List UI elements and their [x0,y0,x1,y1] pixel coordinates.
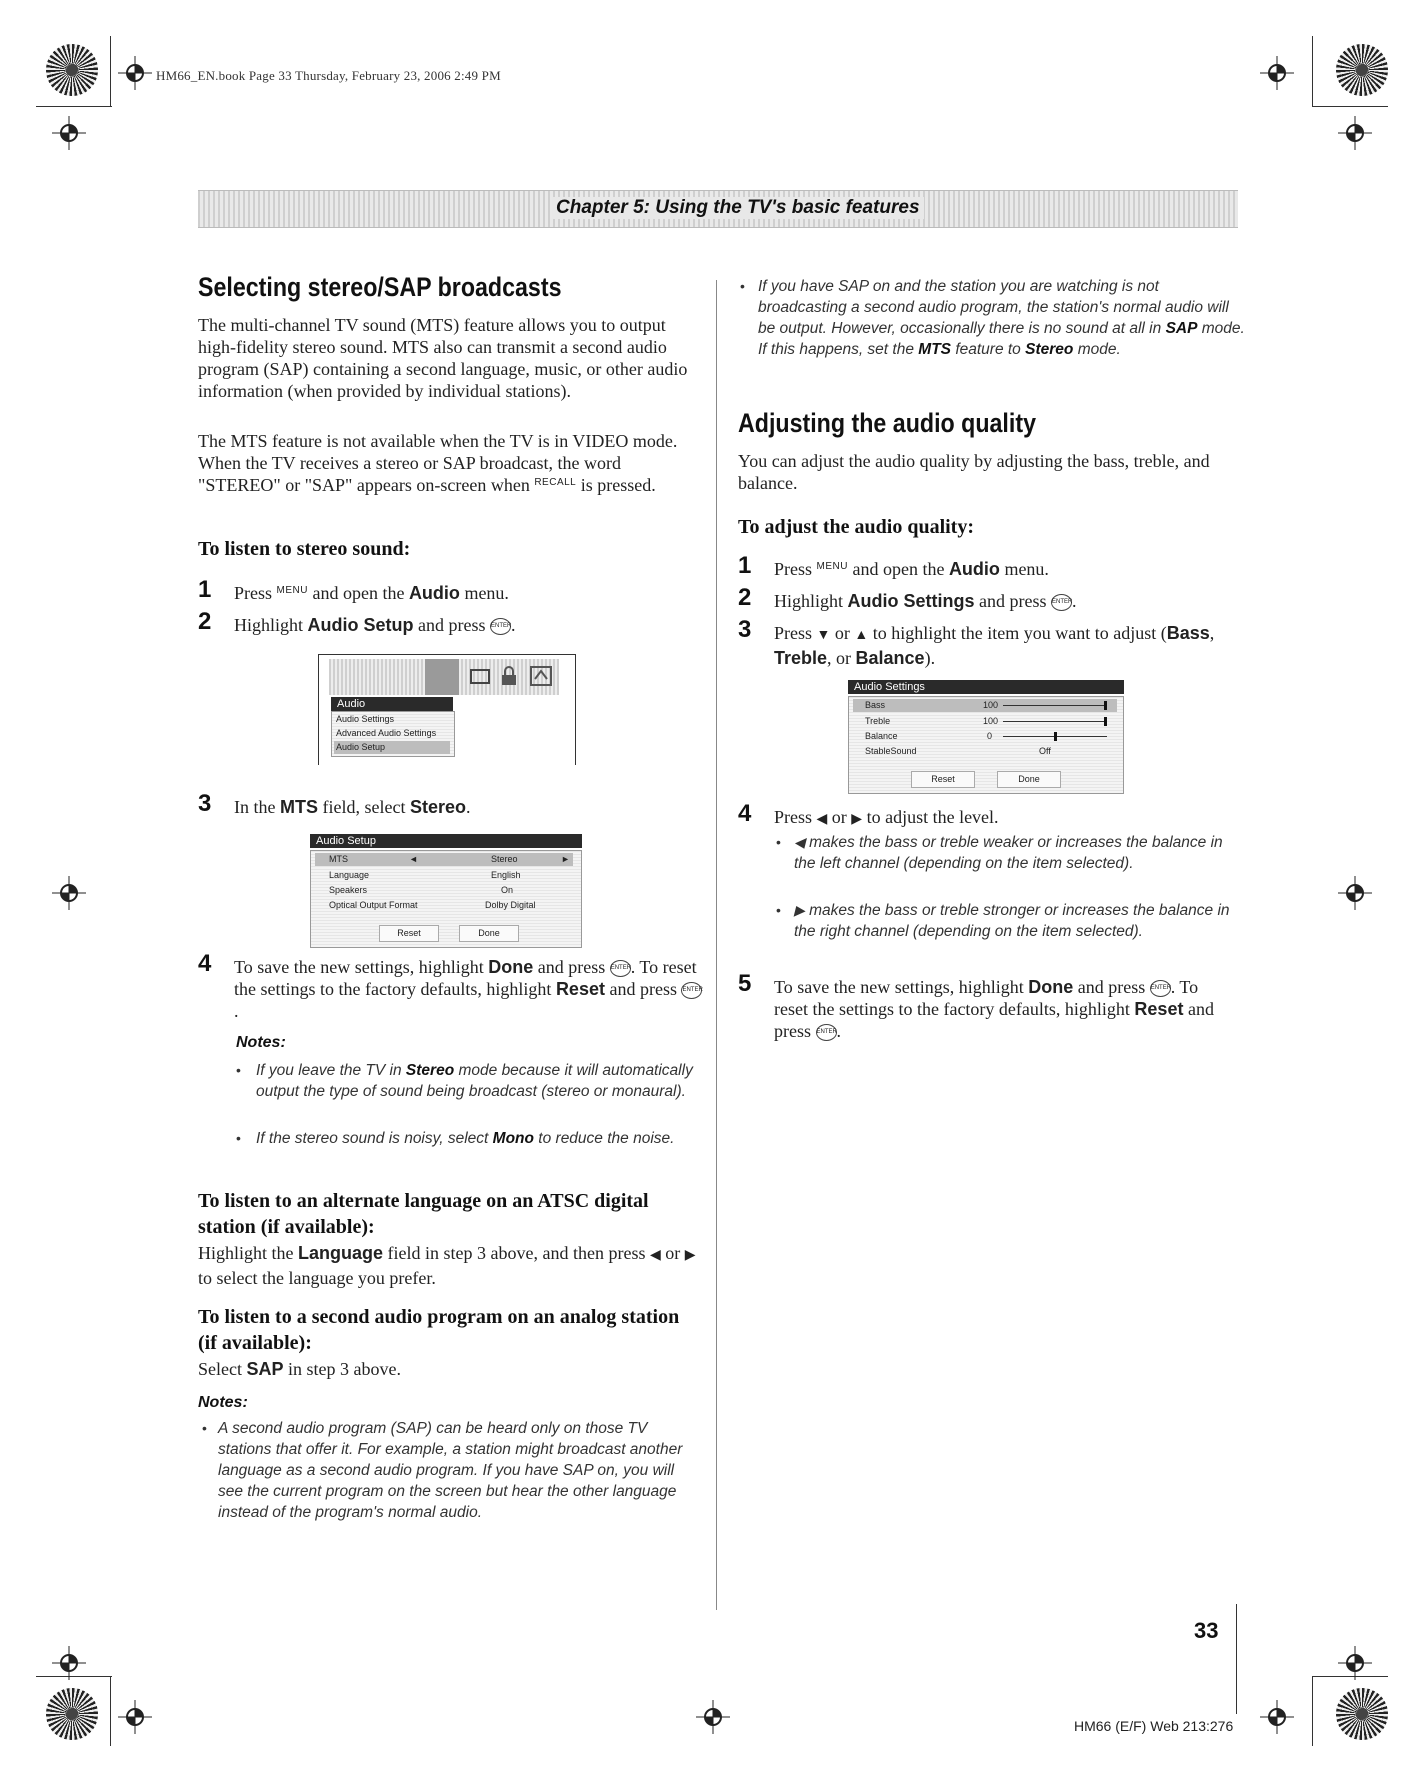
registration-mark [696,1700,730,1734]
note-text: mode. If this happens, set the [758,320,1245,358]
level-slider[interactable] [1003,736,1107,737]
stablesound-row[interactable] [853,745,1117,758]
slider-thumb[interactable] [1054,732,1057,741]
note-text: If the stereo sound is noisy, select [256,1130,489,1147]
crop-line [36,106,112,107]
osd-audio-settings [848,680,1124,794]
menu-item[interactable]: Advanced Audio Settings [336,728,437,738]
crop-line [1312,106,1388,107]
note-2 [256,1128,696,1149]
row-value: English [491,870,521,880]
up-arrow-icon: ▲ [854,628,869,643]
left-arrow-icon: ◀ [649,1248,661,1263]
step-1 [774,558,1244,584]
para-text: or [665,1243,681,1263]
step-text: and open the [312,583,405,603]
level-slider[interactable] [1003,705,1107,706]
ui-term: Stereo [405,1062,455,1079]
note-text: feature to [955,341,1021,358]
ui-term: Bass [1166,623,1210,643]
left-arrow-icon: ◀ [794,834,805,850]
menu-item[interactable]: Audio Settings [336,714,395,724]
step-number: 3 [198,790,212,817]
done-button[interactable]: Done [997,771,1061,788]
chapter-title: Chapter 5: Using the TV's basic features [552,197,924,219]
balance-row[interactable] [853,730,1117,743]
audio-quality-paragraph: You can adjust the audio quality by adjusting the bass, treble, and balance. [738,451,1210,493]
ui-term: Balance [855,648,925,668]
lock-icon [499,665,519,687]
step-number: 2 [198,608,212,635]
step-text: and press [774,999,1214,1041]
subheading-adjust: To adjust the audio quality: [738,516,974,538]
note-text: If you leave the TV in [256,1062,402,1079]
bullet-left-arrow [794,832,1234,874]
setup-icon [529,665,553,687]
step-text: To save the new settings, highlight [774,977,1024,997]
step-text: or [831,807,847,827]
right-arrow-icon: ▶ [851,812,863,827]
menu-item-selected[interactable]: Audio Setup [334,741,450,754]
note-text: makes the bass or treble stronger or increases the balance in the right channel (depending on the item selected). [794,902,1230,940]
ui-term: Done [488,957,534,977]
row-label: Balance [865,731,898,741]
step-number: 1 [738,552,752,579]
treble-row[interactable] [853,715,1117,728]
ui-term: Audio [948,559,1000,579]
step-text: To save the new settings, highlight [234,957,484,977]
row-label: Treble [865,716,891,726]
step-text: or [834,623,850,643]
subheading-sap: To listen to a second audio program on an analog station (if available): [198,1306,680,1354]
enter-button-icon: ENTER [681,982,702,999]
step-text: Highlight [774,591,844,611]
step-text: and press [609,979,677,999]
bass-row[interactable] [853,699,1117,712]
audio-menu-icon [425,659,459,695]
note-3: A second audio program (SAP) can be heard only on those TV stations that offer it. For example, a station might broadcast another language as a second audio program. If you have SAP on, you will see the current program on the screen but hear the other language instead of the program's normal audio. [218,1420,683,1521]
registration-mark [52,116,86,150]
para-text: to select the language you prefer. [198,1268,436,1288]
osd-panel [848,696,1124,794]
registration-mark [1260,1700,1294,1734]
row-label: Optical Output Format [329,900,418,910]
registration-mark [118,56,152,90]
para-text: Select [198,1359,242,1379]
color-rosette-mark [46,1688,98,1740]
reset-button[interactable]: Reset [379,925,439,942]
notes-heading: Notes: [236,1034,286,1051]
osd-title: Audio Settings [848,680,1124,694]
bullet-dot: • [740,278,745,294]
ui-term: Reset [1134,999,1184,1019]
menu-title: Audio [331,697,453,711]
print-header: HM66_EN.book Page 33 Thursday, February 23, 2006 2:49 PM [156,68,501,83]
ui-term: SAP [246,1359,284,1379]
note-4 [758,276,1248,360]
enter-button-icon: ENTER [1150,980,1171,997]
registration-mark [1338,1646,1372,1680]
crop-line [1312,36,1313,106]
step-text: and press [1077,977,1146,997]
step-3 [234,796,694,818]
ui-term: MTS [279,797,318,817]
footer-code: HM66 (E/F) Web 213:276 [1074,1718,1234,1734]
para-text: in step 3 above. [288,1359,401,1379]
para-text: Highlight the [198,1243,294,1263]
row-value: 0 [987,731,993,741]
para-text: field in step 3 above, and then press [387,1243,646,1263]
crop-line [110,1676,111,1746]
left-arrow-icon: ◄ [409,854,418,864]
ui-term: Audio Setup [307,615,414,635]
right-arrow-icon: ▶ [794,902,805,918]
row-label: Language [329,870,370,880]
color-rosette-mark [1336,1688,1388,1740]
row-value: 100 [983,716,999,726]
ui-term: Language [298,1243,384,1263]
color-rosette-mark [1336,44,1388,96]
menu-button-icon: MENU [276,585,308,596]
step-1 [234,582,694,608]
ui-term: Treble [774,648,828,668]
ui-term: Stereo [409,797,466,817]
page-number: 33 [1194,1618,1219,1643]
step-text: field, select [322,797,406,817]
registration-mark [52,876,86,910]
step-number: 5 [738,970,752,997]
enter-button-icon: ENTER [610,960,631,977]
row-label: Bass [865,700,886,710]
mts-paragraph-end: is pressed. [580,475,656,495]
note-text: mode because it will automatically output the type of sound being broadcast (stereo or monaural). [256,1062,693,1100]
crop-line [1236,1604,1237,1714]
section-title-audio-quality: Adjusting the audio quality [738,408,1036,438]
note-text: mode. [1077,341,1121,358]
row-value: Stereo [491,854,518,864]
step-2: Highlight Audio Setup and press ENTER. [234,615,516,635]
menu-button-icon: MENU [816,561,848,572]
optical-output-row[interactable] [315,899,573,912]
ui-term: Stereo [1025,341,1074,358]
step-text: Press [774,623,813,643]
step-text: Press [234,583,273,603]
tv-settings-icon [469,667,491,687]
step-text: and press [537,957,606,977]
step-3: Press ▼ or ▲ to highlight the item you want to adjust (Bass, Treble, or Balance). [774,623,1215,668]
right-arrow-icon: ▶ [684,1248,696,1263]
bullet-right-arrow [794,900,1234,942]
osd-audio-setup [310,834,582,948]
note-text: to reduce the noise. [538,1130,675,1147]
osd-panel [310,850,582,948]
ui-term: Done [1028,977,1074,997]
recall-button-icon: RECALL [534,477,577,488]
enter-button-icon: ENTER [816,1024,837,1041]
subheading-atsc: To listen to an alternate language on an ATSC digital station (if available): [198,1190,649,1238]
step-text: to adjust the level. [866,807,999,827]
atsc-paragraph [198,1242,698,1289]
note-1 [256,1060,696,1102]
level-slider[interactable] [1003,721,1107,722]
ui-term: Audio [408,583,460,603]
bullet-dot: • [236,1062,241,1078]
bullet-dot: • [776,834,781,850]
mts-row[interactable] [315,853,573,866]
step-text: . [465,797,471,817]
step-2: Highlight Audio Settings and press ENTER. [774,591,1077,611]
bullet-dot: • [202,1420,207,1436]
row-value: On [501,885,514,895]
row-label: MTS [329,854,348,864]
ui-term: SAP [1165,320,1198,337]
row-value: Off [1039,746,1051,756]
row-label: StableSound [865,746,917,756]
language-row[interactable] [315,869,573,882]
step-5: To save the new settings, highlight Done and press ENTER. To reset the settings to the factory defaults, highlight Reset and press ENTER. [774,977,1214,1041]
step-text: Highlight [234,615,304,635]
right-arrow-icon: ► [561,854,570,864]
chapter-banner [198,190,1238,228]
step-text: ). [924,648,936,668]
menu-list [331,711,455,757]
step-text: Press [774,807,813,827]
step-text: and press [418,615,486,635]
slider-thumb[interactable] [1104,701,1107,710]
menu-icon-bar [329,659,559,695]
done-button[interactable]: Done [459,925,519,942]
step-text: In the [234,797,276,817]
speakers-row[interactable] [315,884,573,897]
step-text: and press [979,591,1047,611]
step-text: To reset the settings to the factory defaults, highlight [234,957,697,999]
color-rosette-mark [46,44,98,96]
mts-paragraph-text: The MTS feature is not available when the TV is in VIDEO mode. When the TV receives a stereo or SAP broadcast, the word "STEREO" or "SAP" appears on-screen when [198,431,678,495]
step-number: 3 [738,616,752,643]
step-text: , or [827,648,852,668]
step-text: To reset the settings to the factory defaults, highlight [774,977,1199,1019]
step-text: Press [774,559,813,579]
registration-mark [1338,116,1372,150]
step-4 [774,806,1234,831]
step-number: 4 [738,800,752,827]
slider-thumb[interactable] [1104,717,1107,726]
registration-mark [52,1646,86,1680]
ui-term: Reset [555,979,605,999]
mts-paragraph [198,430,688,500]
step-number: 2 [738,584,752,611]
crop-line [1312,1676,1313,1746]
row-label: Speakers [329,885,368,895]
column-divider [716,280,717,1610]
row-value: Dolby Digital [485,900,536,910]
step-text: to highlight the item you want to adjust ( [872,623,1167,643]
sap-paragraph [198,1358,698,1380]
ui-term: Audio Settings [847,591,975,611]
step-text: menu. [1004,559,1049,579]
registration-mark [118,1700,152,1734]
osd-audio-menu [318,654,576,765]
step-number: 4 [198,950,212,977]
osd-title: Audio Setup [310,834,582,848]
ui-term: MTS [918,341,951,358]
subheading-stereo: To listen to stereo sound: [198,538,411,560]
step-text: menu. [464,583,509,603]
section-title-stereo-sap: Selecting stereo/SAP broadcasts [198,272,562,302]
left-arrow-icon: ◀ [816,812,828,827]
registration-mark [1338,876,1372,910]
step-4: To save the new settings, highlight Done and press ENTER. To reset the settings to the factory defaults, highlight Reset and press ENTER. [234,957,703,1021]
step-text: and open the [852,559,945,579]
reset-button[interactable]: Reset [911,771,975,788]
bullet-dot: • [776,902,781,918]
notes-heading: Notes: [198,1394,248,1411]
note-text: If you have SAP on and the station you are watching is not broadcasting a second audio program, the station's normal audio will be output. However, occasionally there is no sound at all in [758,278,1229,337]
bullet-dot: • [236,1130,241,1146]
intro-paragraph: The multi-channel TV sound (MTS) feature allows you to output high-fidelity stereo sound. MTS also can transmit a second audio program (SAP) containing a second language, music, or other audio information (when provided by individual stations). [198,315,688,401]
note-text: makes the bass or treble weaker or increases the balance in the left channel (depending on the item selected). [794,834,1223,872]
down-arrow-icon: ▼ [816,628,831,643]
enter-button-icon: ENTER [1051,594,1072,611]
row-value: 100 [983,700,999,710]
step-number: 1 [198,576,212,603]
ui-term: Mono [492,1130,534,1147]
registration-mark [1260,56,1294,90]
crop-line [110,36,111,106]
enter-button-icon: ENTER [490,618,511,635]
